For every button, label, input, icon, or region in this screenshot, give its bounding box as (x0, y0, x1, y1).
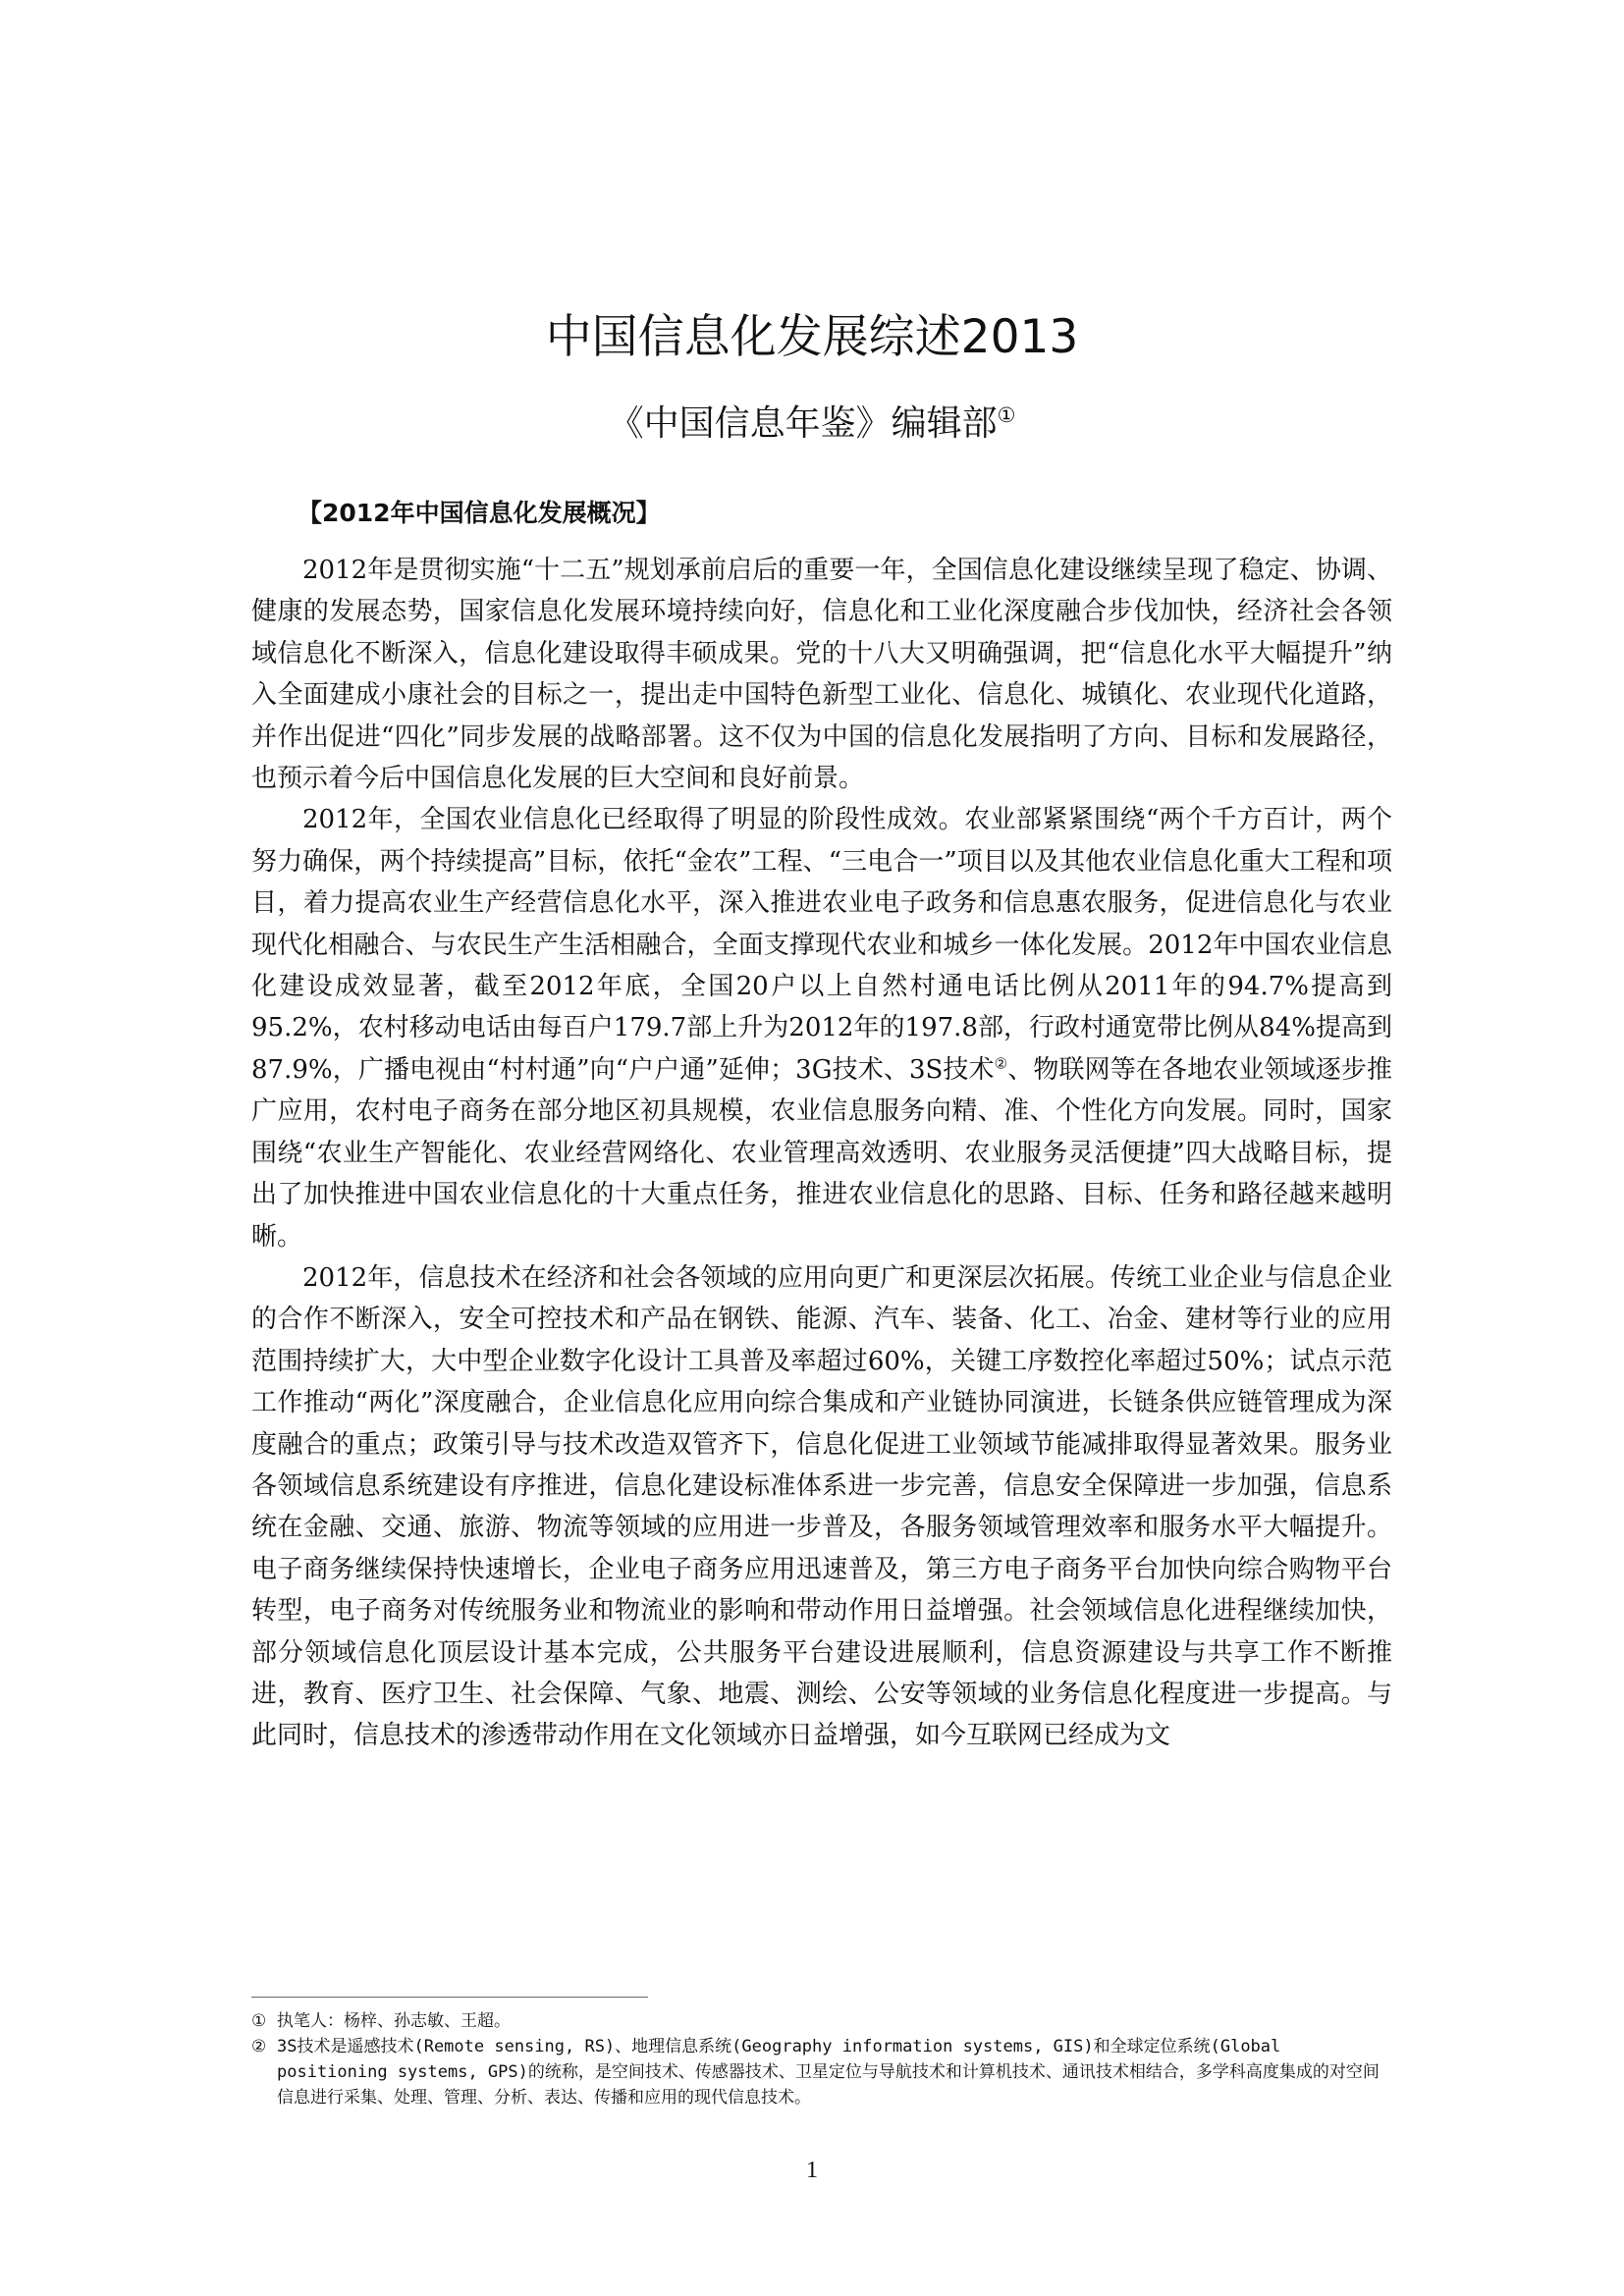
footnote-1 (251, 2008, 1392, 2034)
paragraph-2 (251, 799, 1392, 1256)
author-name: 《中国信息年鉴》编辑部 (608, 403, 998, 444)
page-number: 1 (806, 2158, 818, 2183)
document-title: 中国信息化发展综述2013 (545, 310, 1079, 365)
paragraph-2-tail: 、物联网等在各地农业领域逐步推广应用，农村电子商务在部分地区初具规模，农业信息服务向精、准、个性化方向发展。同时，国家围绕“农业生产智能化、农业经营网络化、农业管理高效透明、农业服务灵活便捷”四大战略目标，提出了加快推进中国农业信息化的十大重点任务，推进农业信息化的思路、目标、任务和路径越来越明晰。 (251, 1054, 1392, 1252)
footnote-2-text: 3S技术是遥感技术(Remote sensing, RS)、地理信息系统(Geography information systems, GIS)和全球定位系统(Global positioning systems, GPS)的统称，是空间技术、传感器技术、卫星定位与导航技术和计算机技术、通讯技术相结合，多学科高度集成的对空间信息进行采集、处理、管理、分析、表达、传播和应用的现代信息技术。 (277, 2037, 1380, 2108)
author-footnote-mark: ① (997, 403, 1016, 427)
body-text (251, 550, 1392, 1757)
paragraph-2-footnote-mark: ② (994, 1054, 1008, 1073)
document-author (0, 397, 1624, 452)
footnote-1-text: 执笔人：杨梓、孙志敏、王超。 (277, 2011, 511, 2031)
footnotes (251, 2008, 1392, 2110)
paragraph-3: 2012年，信息技术在经济和社会各领域的应用向更广和更深层次拓展。传统工业企业与信息企业的合作不断深入，安全可控技术和产品在钢铁、能源、汽车、装备、化工、冶金、建材等行业的应用范围持续扩大，大中型企业数字化设计工具普及率超过60%，关键工序数控化率超过50%；试点示范工作推动“两化”深度融合，企业信息化应用向综合集成和产业链协同演进，长链条供应链管理成为深度融合的重点；政策引导与技术改造双管齐下，信息化促进工业领域节能减排取得显著效果。服务业各领域信息系统建设有序推进，信息化建设标准体系进一步完善，信息安全保障进一步加强，信息系统在金融、交通、旅游、物流等领域的应用进一步普及，各服务领域管理效率和服务水平大幅提升。电子商务继续保持快速增长，企业电子商务应用迅速普及，第三方电子商务平台加快向综合购物平台转型，电子商务对传统服务业和物流业的影响和带动作用日益增强。社会领域信息化进程继续加快，部分领域信息化顶层设计基本完成，公共服务平台建设进展顺利，信息资源建设与共享工作不断推进，教育、医疗卫生、社会保障、气象、地震、测绘、公安等领域的业务信息化程度进一步提高。与此同时，信息技术的渗透带动作用在文化领域亦日益增强，如今互联网已经成为文 (251, 1262, 1392, 1751)
footnote-1-mark: ① (251, 2011, 267, 2031)
section-heading: 【2012年中国信息化发展概况】 (298, 499, 661, 527)
footnote-divider (251, 1997, 648, 1998)
paragraph-2-head: 2012年，全国农业信息化已经取得了明显的阶段性成效。农业部紧紧围绕“两个千方百计，两个努力确保，两个持续提高”目标，依托“金农”工程、“三电合一”项目以及其他农业信息化重大工程和项目，着力提高农业生产经营信息化水平，深入推进农业电子政务和信息惠农服务，促进信息化与农业现代化相融合、与农民生产生活相融合，全面支撑现代农业和城乡一体化发展。2012年中国农业信息化建设成效显著，截至2012年底，全国20户以上自然村通电话比例从2011年的94.7%提高到95.2%，农村移动电话由每百户179.7部上升为2012年的197.8部，行政村通宽带比例从84%提高到87.9%，广播电视由“村村通”向“户户通”延伸；3G技术、3S技术 (251, 805, 1392, 1085)
footnote-2-mark: ② (251, 2037, 267, 2056)
footnote-2 (251, 2034, 1392, 2110)
paragraph-1: 2012年是贯彻实施“十二五”规划承前启后的重要一年，全国信息化建设继续呈现了稳定、协调、健康的发展态势，国家信息化发展环境持续向好，信息化和工业化深度融合步伐加快，经济社会各领域信息化不断深入，信息化建设取得丰硕成果。党的十八大又明确强调，把“信息化水平大幅提升”纳入全面建成小康社会的目标之一，提出走中国特色新型工业化、信息化、城镇化、农业现代化道路，并作出促进“四化”同步发展的战略部署。这不仅为中国的信息化发展指明了方向、目标和发展路径，也预示着今后中国信息化发展的巨大空间和良好前景。 (251, 556, 1392, 794)
